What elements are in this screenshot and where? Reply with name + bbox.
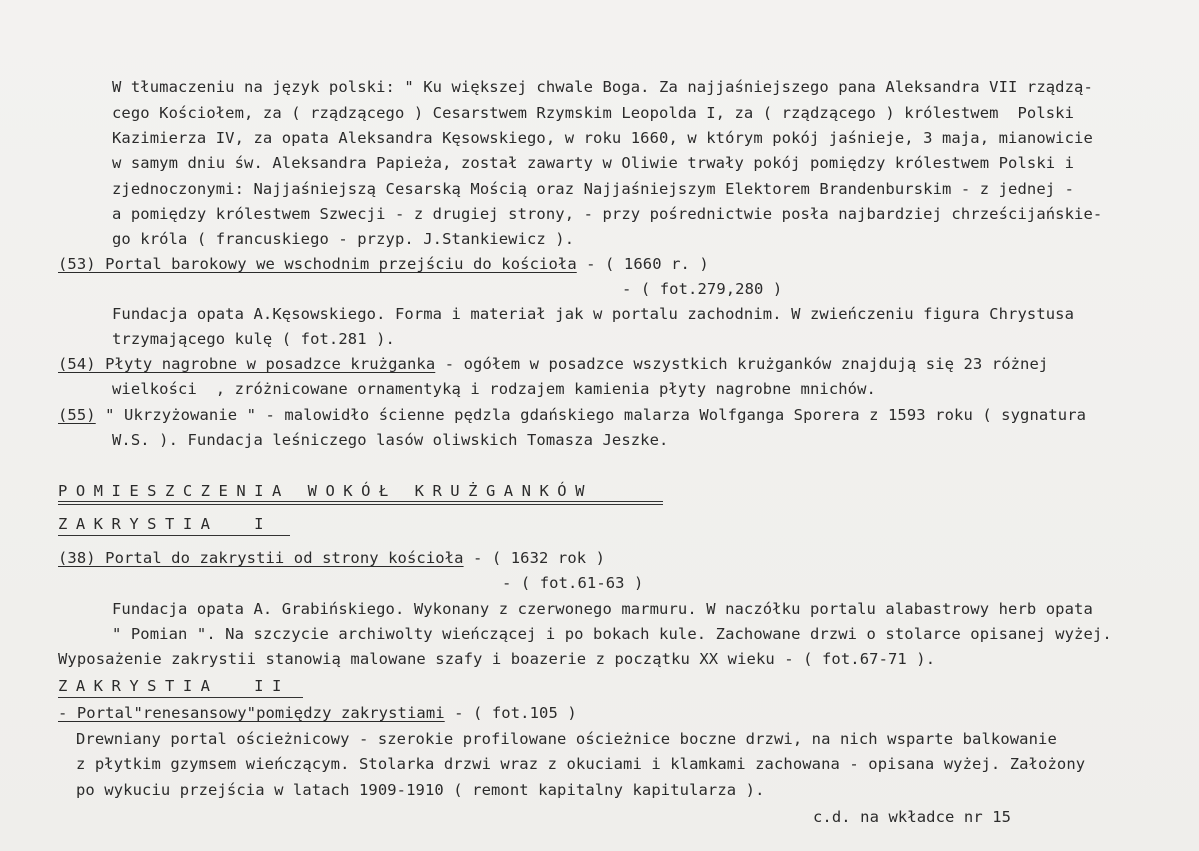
text-line: cego Kościołem, za ( rządzącego ) Cesarstwem Rzymskim Leopolda I, za ( rządzącego ) królestwem Polski: [112, 104, 1075, 122]
section-heading: POMIESZCZENIA WOKÓŁ KRUŻGANKÓW: [58, 482, 593, 500]
item-53-heading: [58, 254, 709, 274]
heading-underline: [58, 504, 663, 505]
text-line: Fundacja opata A. Grabińskiego. Wykonany z czerwonego marmuru. W naczółku portalu alabastrowy herb opata: [112, 600, 1093, 618]
text-line: wielkości , zróżnicowane ornamentyką i rodzajem kamienia płyty nagrobne mnichów.: [112, 380, 876, 398]
text-line: go króla ( francuskiego - przyp. J.Stankiewicz ).: [112, 230, 575, 248]
item-55-number: (55): [58, 406, 96, 424]
text-line: a pomiędzy królestwem Szwecji - z drugiej strony, - przy pośrednictwie posła najbardziej chrześcijańskie-: [112, 205, 1103, 223]
title-underline: [58, 697, 303, 698]
zakrystia-1-title: ZAKRYSTIA I: [58, 515, 272, 533]
zakrystia-2-title: ZAKRYSTIA II: [58, 677, 290, 695]
text-line: z płytkim gzymsem wieńczącym. Stolarka drzwi wraz z okuciami i klamkami zachowana - opisana wyżej. Założony: [76, 755, 1086, 773]
continuation-note: c.d. na wkładce nr 15: [813, 808, 1012, 826]
item-55-heading: [58, 405, 1086, 425]
heading-underline: [58, 501, 663, 502]
item-54-title: (54) Płyty nagrobne w posadzce krużganka: [58, 355, 436, 373]
title-underline: [58, 535, 290, 536]
text-line: Drewniany portal ościeżnicowy - szerokie profilowane ościeżnice boczne drzwi, na nich wsparte balkowanie: [76, 730, 1057, 748]
item-53-date: - ( 1660 r. ): [576, 255, 709, 273]
item-54-rest: - ogółem w posadzce wszystkich krużganków znajdują się 23 różnej: [435, 355, 1049, 373]
item-53-fot: - ( fot.279,280 ): [622, 280, 783, 298]
text-line: " Pomian ". Na szczycie archiwolty wieńczącej i po bokach kule. Zachowane drzwi o stolarce opisanej wyżej.: [112, 625, 1112, 643]
item-38-fot: - ( fot.61-63 ): [502, 574, 644, 592]
item-55-rest: " Ukrzyżowanie " - malowidło ścienne pędzla gdańskiego malarza Wolfganga Sporera z 1593 roku ( sygnatura: [95, 406, 1087, 424]
item-38-title: (38) Portal do zakrystii od strony kościoła: [58, 549, 464, 567]
text-line: po wykuciu przejścia w latach 1909-1910 ( remont kapitalny kapitularza ).: [76, 781, 765, 799]
item-38-date: - ( 1632 rok ): [463, 549, 606, 567]
text-line: w samym dniu św. Aleksandra Papieża, został zawarty w Oliwie trwały pokój pomiędzy królestwem Polski i: [112, 154, 1075, 172]
text-line: zjednoczonymi: Najjaśniejszą Cesarską Mością oraz Najjaśniejszym Elektorem Brandenburskim - z jednej -: [112, 180, 1075, 198]
item-38-heading: [58, 548, 605, 568]
text-line: W tłumaczeniu na język polski: " Ku większej chwale Boga. Za najjaśniejszego pana Aleksandra VII rządzą-: [112, 78, 1093, 96]
portal-fot: - ( fot.105 ): [444, 704, 577, 722]
text-line: W.S. ). Fundacja leśniczego lasów oliwskich Tomasza Jeszke.: [112, 431, 669, 449]
text-line: trzymającego kulę ( fot.281 ).: [112, 330, 395, 348]
text-line: Wyposażenie zakrystii stanowią malowane szafy i boazerie z początku XX wieku - ( fot.67-71 ).: [58, 650, 936, 668]
text-line: Kazimierza IV, za opata Aleksandra Kęsowskiego, w roku 1660, w którym pokój jaśnieje, 3 maja, mianowicie: [112, 129, 1093, 147]
portal-title: - Portal"renesansowy"pomiędzy zakrystiami: [58, 704, 445, 722]
item-53-title: (53) Portal barokowy we wschodnim przejściu do kościoła: [58, 255, 577, 273]
text-line: Fundacja opata A.Kęsowskiego. Forma i materiał jak w portalu zachodnim. W zwieńczeniu figura Chrystusa: [112, 305, 1075, 323]
portal-heading: [58, 703, 577, 723]
item-54-heading: [58, 354, 1048, 374]
